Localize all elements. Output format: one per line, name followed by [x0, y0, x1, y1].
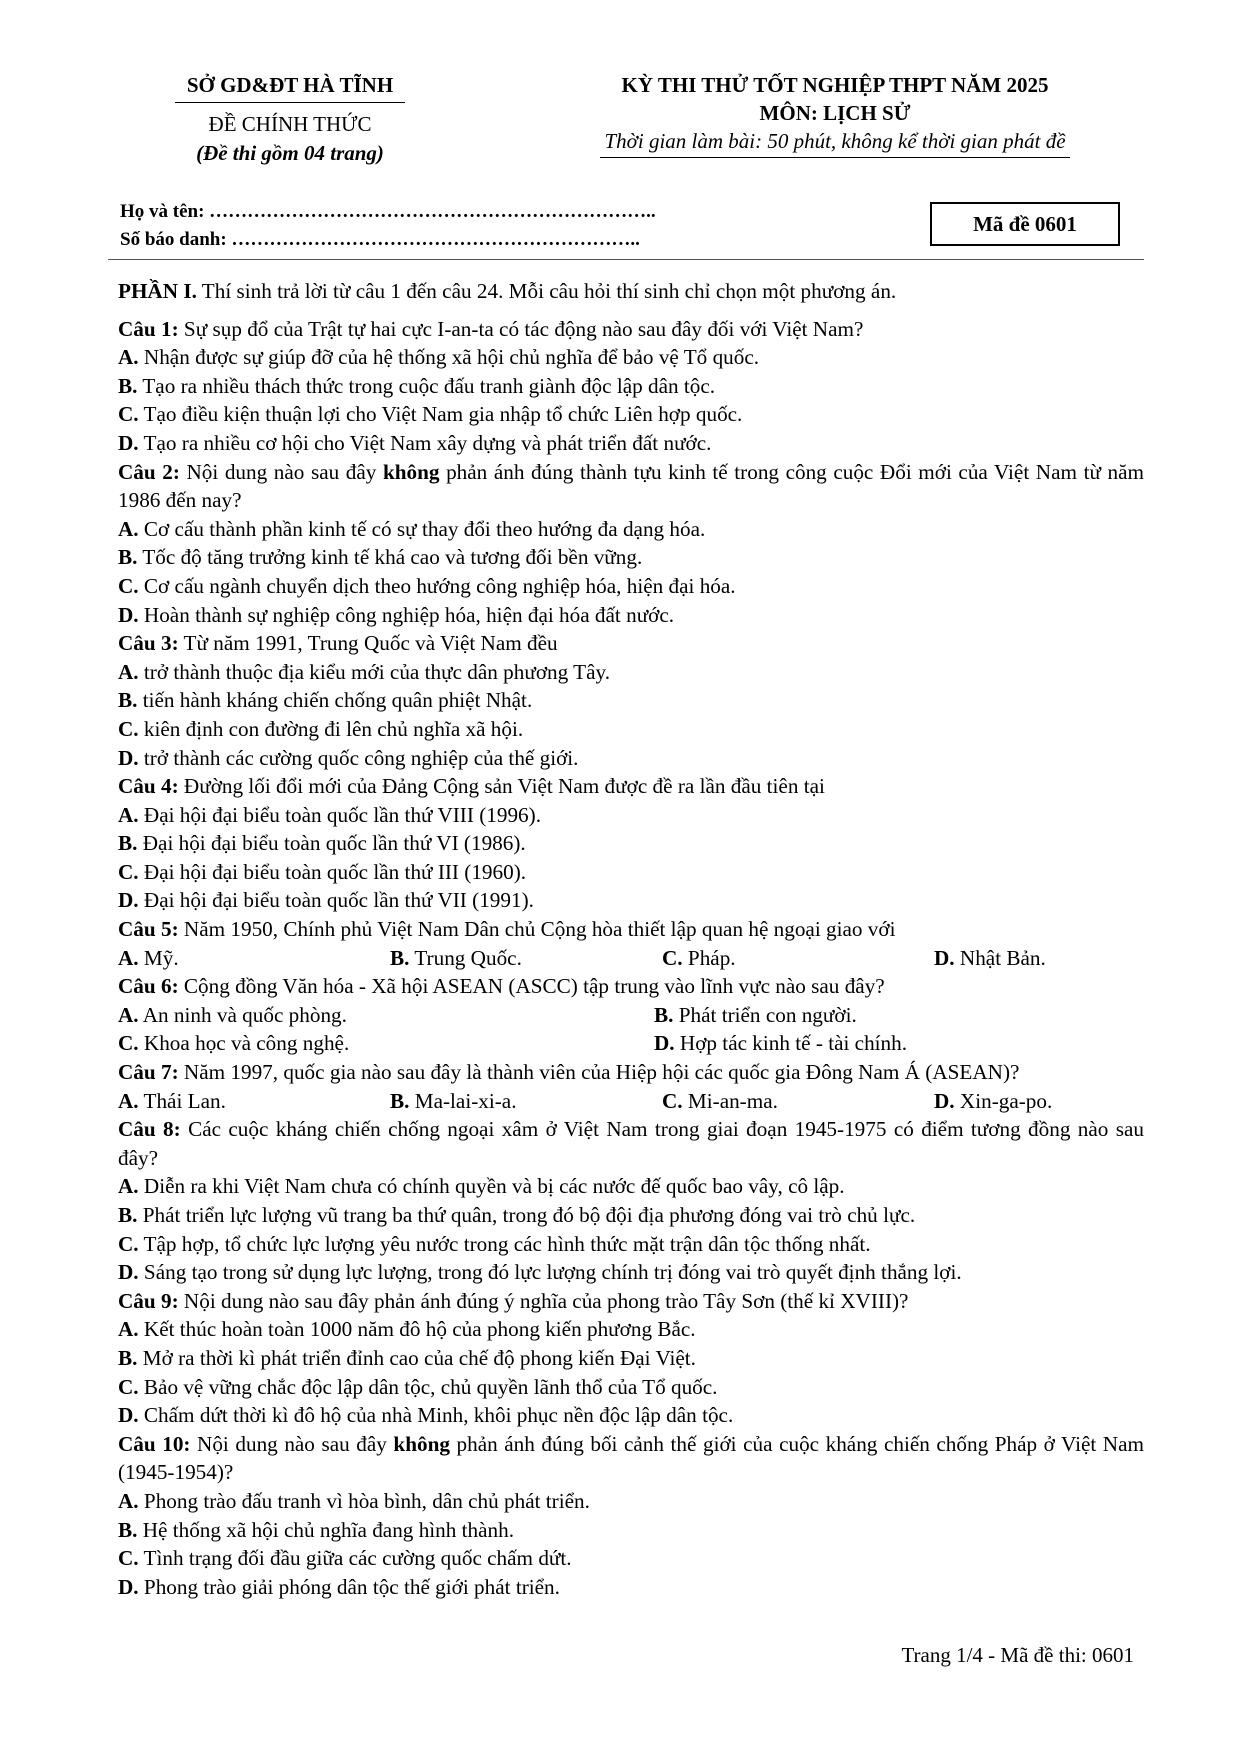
option-text: Cơ cấu ngành chuyển dịch theo hướng công nghiệp hóa, hiện đại hóa. [138, 573, 736, 598]
option-letter: A. [118, 1002, 139, 1027]
option-text: Đại hội đại biểu toàn quốc lần thứ VI (1986). [137, 831, 526, 856]
subject-title: MÔN: LỊCH SỬ [759, 101, 911, 125]
option-letter: C. [662, 945, 683, 970]
question-text: Cộng đồng Văn hóa - Xã hội ASEAN (ASCC) tập trung vào lĩnh vực nào sau đây? [178, 974, 885, 999]
option-9a [118, 1315, 1144, 1344]
option-letter: C. [118, 1546, 139, 1571]
question-2 [118, 458, 1144, 515]
option-text: Tình trạng đối đầu giữa các cường quốc chấm dứt. [138, 1546, 572, 1571]
candidate-name-line: Họ và tên: …………………………………………………………….. [120, 201, 656, 222]
option-10a [118, 1487, 1144, 1516]
option-letter: C. [118, 716, 139, 741]
option-letter: D. [118, 888, 139, 913]
option-letter: B. [118, 831, 138, 856]
option-text: Phát triển lực lượng vũ trang ba thứ quân, trong đó bộ đội địa phương đóng vai trò chủ lực. [137, 1203, 916, 1227]
question-label: Câu 3: [118, 631, 179, 656]
question-text: Từ năm 1991, Trung Quốc và Việt Nam đều [178, 631, 558, 656]
options-row [118, 1029, 1144, 1058]
option-letter: B. [118, 1203, 138, 1227]
option-5c [662, 944, 934, 973]
page-count-note: (Đề thi gồm 04 trang) [196, 141, 384, 165]
question-9 [118, 1287, 1144, 1316]
emphasis-word: không [393, 1431, 450, 1456]
options-row [118, 1087, 1144, 1116]
option-text: Ma-lai-xi-a. [409, 1088, 517, 1113]
options-row [118, 944, 1144, 973]
question-text: phản ánh đúng thành tựu kinh tế trong công cuộc Đổi mới của Việt Nam từ năm 1986 đến nay? [118, 459, 1144, 513]
question-label: Câu 4: [118, 774, 179, 799]
option-2a [118, 515, 1144, 544]
option-1b [118, 372, 1144, 401]
option-letter: B. [390, 945, 410, 970]
question-label: Câu 6: [118, 974, 179, 999]
option-3b [118, 686, 1144, 715]
option-letter: A. [118, 802, 139, 827]
option-letter: B. [118, 1517, 138, 1542]
option-1a [118, 343, 1144, 372]
option-text: Pháp. [682, 945, 736, 970]
option-text: Tạo ra nhiều thách thức trong cuộc đấu tranh giành độc lập dân tộc. [137, 373, 716, 398]
option-2c [118, 572, 1144, 601]
question-5 [118, 915, 1144, 944]
question-1 [118, 315, 1144, 344]
option-letter: C. [662, 1088, 683, 1113]
option-text: Mi-an-ma. [682, 1088, 778, 1113]
option-5a [118, 944, 390, 973]
option-text: Sáng tạo trong sử dụng lực lượng, trong đó lực lượng chính trị đóng vai trò quyết định thắng lợi. [138, 1260, 962, 1285]
option-letter: D. [934, 1088, 955, 1113]
option-text: An ninh và quốc phòng. [138, 1002, 347, 1027]
option-text: kiên định con đường đi lên chủ nghĩa xã hội. [138, 716, 524, 741]
option-text: tiến hành kháng chiến chống quân phiệt Nhật. [137, 688, 533, 713]
question-text: Nội dung nào sau đây phản ánh đúng ý nghĩa của phong trào Tây Sơn (thế kỉ XVIII)? [178, 1288, 909, 1313]
official-label: ĐỀ CHÍNH THỨC [208, 112, 372, 136]
question-4 [118, 772, 1144, 801]
exam-title: KỲ THI THỬ TỐT NGHIỆP THPT NĂM 2025 [621, 73, 1049, 97]
time-underline [600, 157, 1070, 158]
question-text: Năm 1997, quốc gia nào sau đây là thành viên của Hiệp hội các quốc gia Đông Nam Á (ASEAN)? [178, 1060, 1020, 1085]
option-text: Tạo điều kiện thuận lợi cho Việt Nam gia nhập tổ chức Liên hợp quốc. [138, 402, 743, 427]
option-text: Đại hội đại biểu toàn quốc lần thứ III (1960). [138, 859, 527, 884]
option-text: Tạo ra nhiều cơ hội cho Việt Nam xây dựng và phát triển đất nước. [138, 430, 712, 455]
option-letter: D. [654, 1031, 675, 1056]
option-3d [118, 744, 1144, 773]
option-letter: B. [118, 688, 138, 713]
option-letter: B. [654, 1002, 674, 1027]
option-text: Phong trào giải phóng dân tộc thế giới phát triển. [138, 1574, 560, 1599]
option-7b [390, 1087, 662, 1116]
option-letter: B. [390, 1088, 410, 1113]
option-letter: C. [118, 1231, 139, 1256]
department-underline [175, 102, 405, 103]
question-label: Câu 9: [118, 1288, 179, 1313]
option-text: Chấm dứt thời kì đô hộ của nhà Minh, khôi phục nền độc lập dân tộc. [138, 1403, 734, 1428]
option-text: Tập hợp, tổ chức lực lượng yêu nước trong các hình thức mặt trận dân tộc thống nhất. [138, 1231, 871, 1256]
department-name: SỞ GD&ĐT HÀ TĨNH [186, 73, 394, 97]
question-text: Nội dung nào sau đây [190, 1431, 394, 1456]
option-text: Hệ thống xã hội chủ nghĩa đang hình thành. [137, 1517, 515, 1542]
option-6a [118, 1001, 654, 1030]
option-text: Phát triển con người. [673, 1002, 857, 1027]
option-2b [118, 543, 1144, 572]
option-text: Hoàn thành sự nghiệp công nghiệp hóa, hiện đại hóa đất nước. [138, 602, 675, 627]
time-note: Thời gian làm bài: 50 phút, không kể thời gian phát đề [604, 129, 1066, 153]
option-text: Diễn ra khi Việt Nam chưa có chính quyền và bị các nước đế quốc bao vây, cô lập. [138, 1174, 845, 1199]
part-instruction [118, 277, 1144, 306]
question-7 [118, 1058, 1144, 1087]
option-text: Thái Lan. [138, 1088, 226, 1113]
option-text: Phong trào đấu tranh vì hòa bình, dân chủ phát triển. [138, 1488, 590, 1513]
option-2d [118, 601, 1144, 630]
option-4c [118, 858, 1144, 887]
part-text: Thí sinh trả lời từ câu 1 đến câu 24. Mỗi câu hỏi thí sinh chỉ chọn một phương án. [196, 279, 897, 303]
option-letter: C. [118, 1031, 139, 1056]
option-6c [118, 1029, 654, 1058]
option-8b [118, 1201, 1144, 1230]
option-letter: A. [118, 516, 139, 541]
option-8d [118, 1258, 1144, 1287]
option-text: Nhật Bản. [954, 945, 1046, 970]
options-row [118, 1001, 1144, 1030]
option-8c [118, 1230, 1144, 1259]
candidate-info [120, 198, 656, 254]
question-label: Câu 1: [118, 316, 179, 341]
question-label: Câu 8: [118, 1117, 181, 1142]
option-9b [118, 1344, 1144, 1373]
option-3c [118, 715, 1144, 744]
question-label: Câu 2: [118, 459, 180, 484]
option-7d [934, 1087, 1052, 1116]
question-8 [118, 1115, 1144, 1172]
candidate-id-line: Số báo danh: ……………………………………………………….. [120, 229, 640, 250]
option-letter: D. [118, 1574, 139, 1599]
option-text: Hợp tác kinh tế - tài chính. [674, 1031, 908, 1056]
option-text: Khoa học và công nghệ. [138, 1031, 350, 1056]
option-text: Đại hội đại biểu toàn quốc lần thứ VII (1991). [138, 888, 534, 913]
option-7c [662, 1087, 934, 1116]
option-text: Xin-ga-po. [954, 1088, 1053, 1113]
question-label: Câu 7: [118, 1060, 179, 1085]
question-6 [118, 972, 1144, 1001]
option-text: Mỹ. [138, 945, 179, 970]
option-9c [118, 1373, 1144, 1402]
option-letter: D. [118, 1260, 139, 1285]
option-text: Tốc độ tăng trưởng kinh tế khá cao và tương đối bền vững. [137, 545, 643, 570]
option-text: Đại hội đại biểu toàn quốc lần thứ VIII (1996). [138, 802, 541, 827]
option-7a [118, 1087, 390, 1116]
option-3a [118, 658, 1144, 687]
option-letter: A. [118, 1088, 139, 1113]
option-6b [654, 1001, 857, 1030]
option-letter: B. [118, 1345, 138, 1370]
question-3 [118, 629, 1144, 658]
option-letter: D. [118, 1403, 139, 1428]
header-divider [108, 259, 1144, 260]
option-letter: D. [118, 430, 139, 455]
option-1c [118, 400, 1144, 429]
option-letter: D. [118, 602, 139, 627]
option-letter: D. [118, 745, 139, 770]
option-letter: C. [118, 1374, 139, 1399]
option-10c [118, 1544, 1144, 1573]
question-text: Nội dung nào sau đây [179, 459, 383, 484]
option-letter: B. [118, 373, 138, 398]
question-text: Đường lối đổi mới của Đảng Cộng sản Việt Nam được đề ra lần đầu tiên tại [178, 774, 825, 799]
part-label: PHẦN I. [118, 279, 197, 303]
option-text: Trung Quốc. [409, 945, 522, 970]
option-text: Kết thúc hoàn toàn 1000 năm đô hộ của phong kiến phương Bắc. [138, 1317, 696, 1342]
option-4a [118, 801, 1144, 830]
option-8a [118, 1172, 1144, 1201]
option-letter: C. [118, 859, 139, 884]
question-text: phản ánh đúng bối cảnh thế giới của cuộc kháng chiến chống Pháp ở Việt Nam (1945-1954)? [118, 1431, 1144, 1485]
header-right [530, 72, 1140, 158]
question-10 [118, 1430, 1144, 1487]
question-text: Sự sụp đổ của Trật tự hai cực I-an-ta có tác động nào sau đây đối với Việt Nam? [178, 316, 864, 341]
option-letter: A. [118, 345, 139, 370]
option-text: Cơ cấu thành phần kinh tế có sự thay đổi theo hướng đa dạng hóa. [138, 516, 706, 541]
option-text: Bảo vệ vững chắc độc lập dân tộc, chủ quyền lãnh thổ của Tổ quốc. [138, 1374, 718, 1399]
emphasis-word: không [382, 459, 440, 484]
option-letter: C. [118, 402, 139, 427]
option-letter: A. [118, 1317, 139, 1342]
option-10d [118, 1573, 1144, 1602]
option-5b [390, 944, 662, 973]
option-10b [118, 1516, 1144, 1545]
option-6d [654, 1029, 907, 1058]
question-text: Các cuộc kháng chiến chống ngoại xâm ở Việt Nam trong giai đoạn 1945-1975 có điểm tương đồng nào sau đây? [118, 1117, 1144, 1170]
header-left [150, 72, 430, 166]
option-text: Mở ra thời kì phát triển đỉnh cao của chế độ phong kiến Đại Việt. [137, 1345, 696, 1370]
option-letter: A. [118, 1174, 139, 1199]
question-text: Năm 1950, Chính phủ Việt Nam Dân chủ Cộng hòa thiết lập quan hệ ngoại giao với [178, 917, 896, 942]
option-letter: A. [118, 945, 139, 970]
option-letter: C. [118, 573, 139, 598]
option-4b [118, 829, 1144, 858]
option-text: Nhận được sự giúp đỡ của hệ thống xã hội chủ nghĩa để bảo vệ Tổ quốc. [138, 345, 760, 370]
page-footer: Trang 1/4 - Mã đề thi: 0601 [901, 1643, 1134, 1667]
option-text: trở thành các cường quốc công nghiệp của thế giới. [138, 745, 579, 770]
option-letter: B. [118, 545, 138, 570]
option-5d [934, 944, 1046, 973]
option-letter: A. [118, 1488, 139, 1513]
question-label: Câu 10: [118, 1431, 191, 1456]
question-label: Câu 5: [118, 917, 179, 942]
option-1d [118, 429, 1144, 458]
option-9d [118, 1401, 1144, 1430]
exam-content [118, 277, 1144, 1601]
option-text: trở thành thuộc địa kiểu mới của thực dân phương Tây. [138, 659, 610, 684]
exam-code-box: Mã đề 0601 [930, 202, 1120, 246]
option-4d [118, 886, 1144, 915]
option-letter: D. [934, 945, 955, 970]
option-letter: A. [118, 659, 139, 684]
